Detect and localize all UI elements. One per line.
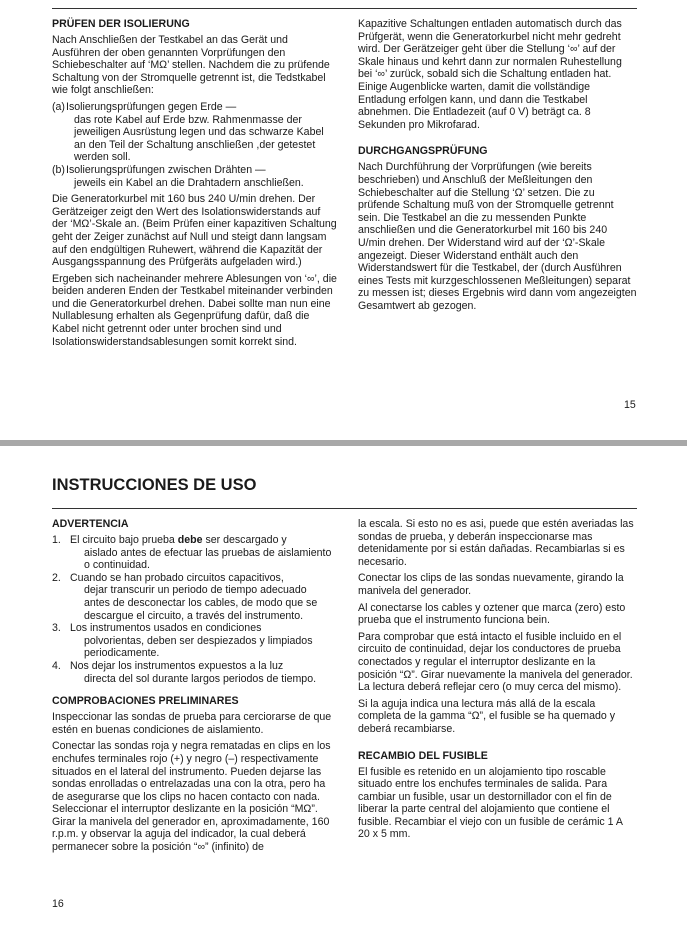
list-item — [52, 572, 334, 622]
left-column — [52, 18, 337, 352]
list-item-rest: aislado antes de efectuar las pruebas de aislamiento o continuidad. — [84, 546, 332, 572]
list-item-rest: dejar transcurir un periodo de tiempo adecuado antes de desconectar los cables, de modo que se descargue el circuito, a través del instrumento. — [84, 584, 318, 622]
list-marker: (b) — [52, 163, 65, 176]
warning-list — [52, 534, 334, 685]
paragraph: Ergeben sich nacheinander mehrere Ablesungen von ‘∞’, die beiden anderen Enden der Testkabel miteinander verbinden und die Generatorkurbel drehen. Dabei sollte man nun eine Nullablesung erhalten als Gegenprüfung dafür, daß die Kabel nicht getrennt oder unter brochen sind und Isolationswiderstandsablesungen somit korrekt sind. — [52, 272, 337, 348]
list-text: Los instrumentos usados en condiciones — [70, 622, 262, 635]
page-number: 16 — [52, 898, 64, 910]
page-title: INSTRUCCIONES DE USO — [52, 476, 257, 494]
paragraph: Para comprobar que está intacto el fusible incluido en el circuito de continuidad, dejar los conductores de prueba conectados y regular el interruptor deslizante en la posición “Ω”. Girar nuevamente la manivela del generador. La lectura deberá reflejar cero (o muy cerca del mismo). — [358, 630, 633, 694]
list-item — [52, 101, 337, 164]
list-item-rest: directa del sol durante largos periodos de tiempo. — [84, 672, 317, 685]
list-item — [52, 164, 337, 189]
paragraph: Nach Anschließen der Testkabel an das Gerät und Ausführen der oben genannten Vorprüfungen den Schiebeschalter auf ‘MΩ’ stellen. Nachdem die zu prüfende Schaltung von der Stromquelle getrennt ist, die Tedstkabel wie folgt anschließen: — [52, 34, 330, 97]
list-item-rest: das rote Kabel auf Erde bzw. Rahmenmasse der jeweiligen Ausrüstung legen und das schwarze Kabel an den Teil der Schaltung anschließen ,der getestet werden soll. — [74, 113, 324, 164]
top-rule — [358, 8, 637, 9]
list-item — [52, 622, 334, 660]
list-number: 3. — [52, 622, 61, 635]
title-rule — [52, 508, 637, 509]
paragraph: Al conectarse los cables y oztener que marca (zero) esto prueba que el instrumento funciona bein. — [358, 601, 626, 627]
paragraph: Conectar las sondas roja y negra rematadas en clips en los enchufes terminales rojo (+) y negro (–) respectivamente situados en el lateral del instrumento. Pueden dejarse las sondas enrolladas o entrelazadas una con la otra, pero ha de asegurarse que los clips no hacen contacto con nada. Seleccionar el interruptor deslizante en la posición “MΩ”. Girar la manivela del generador en, aproximadamente, 160 r.p.m. y observar la aguja del indicador, la cual deberá permanecer sobre la posición “∞” (infinito) de — [52, 740, 331, 854]
paragraph: Nach Durchführung der Vorprüfungen (wie bereits beschrieben) und Anschluß der Meßleitungen den Schiebeschalter auf die Stellung ‘Ω’ setzen. Die zu prüfende Schaltung muß von der Stromquelle getrennt sein. Die Testkabel an die zu messenden Punkte anschließen und die Generatorkurbel mit 160 bis 240 U/min drehen. Der Widerstand wird auf der ‘Ω’-Skale angezeigt. Dieser Widerstand enthält auch den Widerstandswert für die Testkabel, der (durch Ausführen eines Tests mit kurzgeschlossenen Meßleitungen) separat zu messen ist; dieses Ergebnis wird dann vom angezeigten Gesamtwert ab gezogen. — [358, 161, 637, 312]
list-text: El circuito bajo prueba — [70, 534, 178, 546]
left-column — [52, 518, 334, 858]
section-heading-isolierung: PRÜFEN DER ISOLIERUNG — [52, 18, 190, 30]
list-text: ser descargado y — [202, 534, 287, 546]
list-item-first: Isolierungsprüfungen gegen Erde — — [66, 100, 237, 113]
test-steps-list — [52, 101, 337, 189]
right-column — [358, 518, 637, 845]
list-marker: (a) — [52, 100, 65, 113]
section-heading-fusible: RECAMBIO DEL FUSIBLE — [358, 749, 488, 762]
paragraph: la escala. Si esto no es asi, puede que estén averiadas las sondas de prueba, y deberán inspeccionarse mas detenidamente por si están dañadas. Recambiarlas si es necesario. — [358, 518, 634, 568]
page-15 — [0, 0, 687, 440]
paragraph: Si la aguja indica una lectura más allá de la escala completa de la gamma “Ω”, el fusible se ha quemado y deberá recambiarse. — [358, 697, 616, 735]
section-heading-advertencia: ADVERTENCIA — [52, 518, 129, 530]
paragraph: El fusible es retenido en un alojamiento tipo roscable situado entre los enchufes terminales de salida. Para cambiar un fusible, usar un destornillador con el fin de liberar la parte central del alojamiento que contiene el fusible. Recambiar el viejo con un fusible de cerámic 1 A 20 x 5 mm. — [358, 765, 623, 841]
list-number: 1. — [52, 534, 61, 546]
list-text: Nos dejar los instrumentos expuestos a la luz — [70, 659, 284, 672]
list-item — [52, 534, 334, 572]
paragraph: Kapazitive Schaltungen entladen automatisch durch das Prüfgerät, wenn die Generatorkurbel nicht mehr gedreht wird. Der Gerätzeiger geht über die Stellung ‘∞’ auf der Skale hinaus und kehrt dann zur normalen Ruhestellung bei ‘∞’ zurück, sobald sich die Schaltung entladen hat. Einige Augenblicke warten, damit die vollständige Entladung erfolgen kann, und dann die Testkabel abnehmen. Die Entladezeit (auf 0 V) beträgt ca. 8 Sekunden pro Mikrofarad. — [358, 18, 622, 131]
list-item-rest: polvorientas, deben ser despiezados y limpiados periodicamente. — [84, 634, 313, 660]
list-number: 2. — [52, 571, 61, 584]
list-emphasis: debe — [177, 534, 203, 546]
section-heading-durchgang: DURCHGANGSPRÜFUNG — [358, 145, 488, 158]
list-item — [52, 660, 334, 685]
list-item-first: Isolierungsprüfungen zwischen Drähten — — [66, 163, 266, 176]
list-item-rest: jeweils ein Kabel an die Drahtadern anschließen. — [74, 176, 304, 189]
paragraph: Die Generatorkurbel mit 160 bus 240 U/min drehen. Der Gerätzeiger zeigt den Wert des Isolationswiderstands auf der ‘MΩ’-Skale an. (Beim Prüfen einer kapazitiven Schaltung geht der Zeiger zunächst auf Null und steigt dann langsam auf den endgültigen Ruhewert, während die Kapazität der Ausgangsspannung des Prüfgeräts aufgeladen wird.) — [52, 193, 337, 269]
page-16 — [0, 446, 687, 927]
right-column — [358, 18, 637, 316]
paragraph: Inspeccionar las sondas de prueba para cerciorarse de que estén en buenas condiciones de aislamiento. — [52, 711, 332, 736]
list-text: Cuando se han probado circuitos capacitivos, — [70, 571, 284, 584]
section-heading-preliminares: COMPROBACIONES PRELIMINARES — [52, 695, 239, 708]
list-number: 4. — [52, 659, 61, 672]
page-number: 15 — [624, 399, 636, 411]
paragraph: Conectar los clips de las sondas nuevamente, girando la manivela del generador. — [358, 572, 624, 597]
